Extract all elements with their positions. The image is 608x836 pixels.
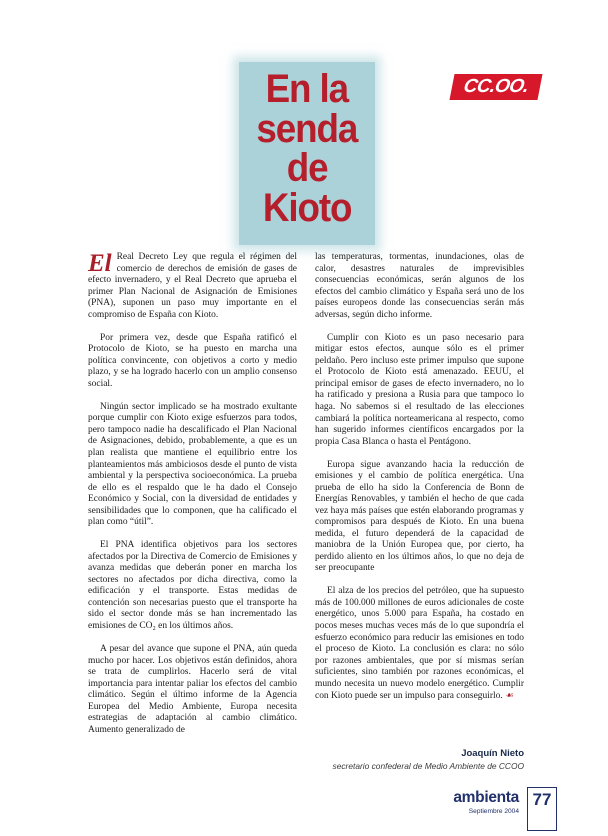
paragraph-text: Por primera vez, desde que España ratificó el Protocolo de Kioto, se ha puesto en marcha una política convincente, con objetivos a corto y medio plazo, y se ha logrado hacerlo con un amplio consenso social. bbox=[88, 332, 297, 389]
paragraph-text: Cumplir con Kioto es un paso necesario para mitigar estos efectos, aunque sólo es el primer peldaño. Pero incluso este primer impulso que supone el Protocolo de Kioto está amenazado. EEUU, el principal emisor de gases de efecto invernadero, no lo ha ratificado y presiona a Rusia para que tampoco lo haga. No sabemos si el resultado de las elecciones cambiará la política norteamericana al respecto, como han sugerido informes científicos encargados por la propia Casa Blanca o hasta el Pentágono. bbox=[315, 332, 524, 447]
paragraph bbox=[88, 252, 297, 321]
paragraph-text: Europa sigue avanzando hacia la reducción de emisiones y el cambio de política energética. Una prueba de ello ha sido la Conferencia de Bonn de Energías Renovables, y también el hecho de que cada vez haya más países que estén elaborando programas y compromisos para después de Kioto. En una buena medida, el futuro dependerá de la capacidad de maniobra de la Unión Europea que, por cierto, ha perdido aliento en los últimos años, lo que no deja de ser preocupante bbox=[315, 459, 524, 574]
article-column-left bbox=[88, 252, 297, 752]
paragraph-text: Ningún sector implicado se ha mostrado exultante porque cumplir con Kioto exige esfuerzos para todos, pero tampoco nadie ha descalificado el Plan Nacional de Asignaciones, debido, probablemente, a que es un plan realista que mantiene el equilibrio entre los planteamientos más ambiciosos desde el punto de vista ambiental y la perspectiva socioeconómica. La prueba de ello es el respaldo que le ha dado el Consejo Económico y Social, con la diversidad de entidades y sensibilidades que lo componen, que ha calificado el plan como “útil”. bbox=[88, 401, 297, 528]
ccoo-logo bbox=[452, 74, 540, 100]
article-column-right bbox=[315, 252, 524, 752]
paragraph bbox=[88, 644, 297, 736]
page-number: 77 bbox=[532, 790, 552, 809]
paragraph-text: A pesar del avance que supone el PNA, aún queda mucho por hacer. Los objetivos están definidos, ahora se trata de cumplirlos. Hacerlo será de vital importancia para intentar paliar los efectos del cambio climático. Según el último informe de la Agencia Europea del Medio Ambiente, Europa necesita estrategias de adaptación al cambio climático. Aumento generalizado de bbox=[88, 643, 297, 735]
magazine-issue-date: Septiembre 2004 bbox=[468, 808, 519, 815]
paragraph-text: las temperaturas, tormentas, inundaciones, olas de calor, desastres naturales de imprevisibles consecuencias económicas, serán algunos de los efectos del cambio climático y España será uno de los países europeos donde las consecuencias serán más adversas, según dicho informe. bbox=[315, 252, 524, 320]
page-folio bbox=[455, 790, 555, 832]
headline-line-3: de bbox=[286, 146, 328, 191]
paragraph bbox=[315, 460, 524, 575]
headline-line-4: Kioto bbox=[262, 185, 352, 230]
paragraph bbox=[88, 333, 297, 391]
headline-line-1: En la bbox=[265, 67, 349, 111]
byline-author-role: secretario confederal de Medio Ambiente de CCOO bbox=[332, 761, 524, 771]
paragraph bbox=[88, 540, 297, 632]
magazine-brand bbox=[453, 790, 519, 816]
paragraph-text: El PNA identifica objetivos para los sectores afectados por la Directiva de Comercio de Emisiones y avanza medidas que deberán poner en marcha los sectores no afectados por dicha directiva, como la edificación y el transporte. Estas medidas de contención son necesarias puesto que el transporte ha sido el sector donde más se han incrementado las emisiones de CO₂ en los últimos años. bbox=[88, 540, 297, 632]
article-headline bbox=[239, 62, 375, 245]
article-body bbox=[88, 252, 524, 752]
masthead bbox=[0, 0, 608, 248]
paragraph bbox=[315, 586, 524, 702]
end-of-article-ornament-icon: ☙ bbox=[505, 690, 514, 701]
ccoo-logo-text: CC.OO. bbox=[461, 76, 531, 97]
magazine-brand-name: ambienta bbox=[453, 789, 519, 806]
paragraph bbox=[315, 252, 524, 321]
byline bbox=[316, 748, 524, 772]
paragraph-text: Real Decreto Ley que regula el régimen del comercio de derechos de emisión de gases de efecto invernadero, y el Real Decreto que aprueba el primer Plan Nacional de Asignación de Emisiones (PNA), suponen un paso muy importante en el compromiso de España con Kioto. bbox=[88, 252, 297, 320]
byline-author-name: Joaquín Nieto bbox=[461, 748, 524, 759]
paragraph bbox=[315, 333, 524, 448]
paragraph bbox=[88, 402, 297, 529]
paragraph-text: El alza de los precios del petróleo, que ha supuesto más de 100.000 millones de euros adicionales de coste energético, unos 5.000 para España, ha costado en pocos meses muchas veces más de lo que supondría el esfuerzo económico para reducir las emisiones en todo el proceso de Kioto. La conclusión es clara: no sólo por razones ambientales, que por sí mismas serían suficientes, sino también por razones económicas, el mundo necesita un nuevo modelo energético. Cumplir con Kioto puede ser un impulso para conseguirlo. bbox=[315, 586, 524, 702]
drop-cap: El bbox=[88, 250, 112, 277]
headline-line-2: senda bbox=[256, 106, 358, 151]
